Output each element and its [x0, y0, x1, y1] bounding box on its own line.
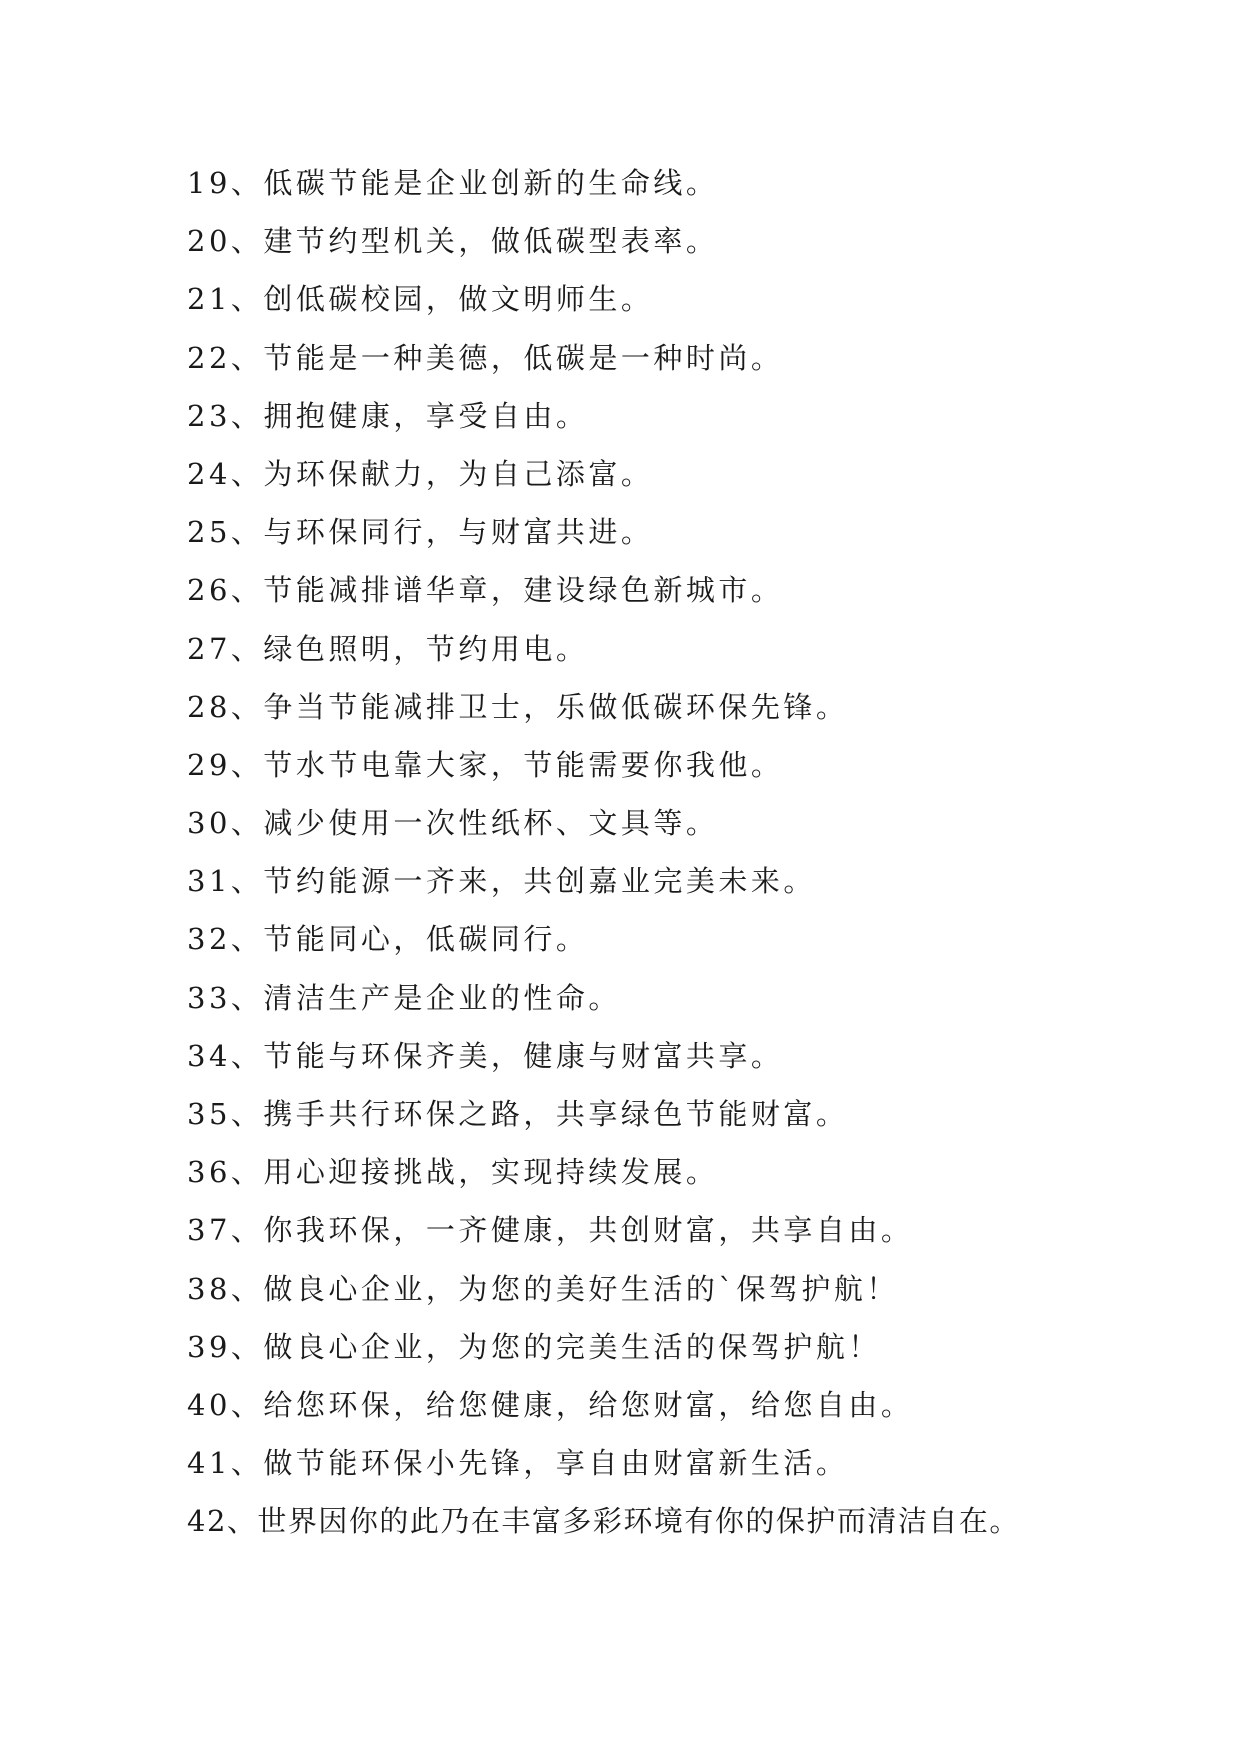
slogan-line: 28、争当节能减排卫士，乐做低碳环保先锋。 [187, 689, 849, 724]
slogan-line: 39、做良心企业，为您的完美生活的保驾护航！ [187, 1329, 881, 1364]
slogan-line: 42、世界因你的此乃在丰富多彩环境有你的保护而清洁自在。 [187, 1504, 1020, 1539]
slogan-line: 41、做节能环保小先锋，享自由财富新生活。 [187, 1446, 849, 1481]
slogan-line: 24、为环保献力，为自己添富。 [187, 456, 654, 491]
slogan-line: 25、与环保同行，与财富共进。 [187, 515, 654, 550]
slogan-line: 21、创低碳校园，做文明师生。 [187, 282, 654, 317]
slogan-line: 38、做良心企业，为您的美好生活的`保驾护航！ [187, 1271, 899, 1306]
slogan-line: 37、你我环保，一齐健康，共创财富，共享自由。 [187, 1213, 914, 1248]
slogan-line: 27、绿色照明，节约用电。 [187, 631, 589, 666]
slogan-list [187, 154, 1020, 1551]
slogan-line: 35、携手共行环保之路，共享绿色节能财富。 [187, 1097, 849, 1131]
slogan-line: 29、节水节电靠大家，节能需要你我他。 [187, 747, 784, 782]
slogan-line: 20、建节约型机关，做低碳型表率。 [187, 224, 719, 259]
slogan-line: 32、节能同心，低碳同行。 [187, 922, 589, 957]
slogan-line: 26、节能减排谱华章，建设绿色新城市。 [187, 573, 784, 608]
slogan-line: 36、用心迎接挑战，实现持续发展。 [187, 1155, 719, 1190]
slogan-line: 19、低碳节能是企业创新的生命线。 [187, 166, 719, 200]
slogan-line: 30、减少使用一次性纸杯、文具等。 [187, 806, 719, 841]
slogan-line: 31、节约能源一齐来，共创嘉业完美未来。 [187, 864, 816, 899]
slogan-line: 23、拥抱健康，享受自由。 [187, 398, 589, 433]
slogan-line: 40、给您环保，给您健康，给您财富，给您自由。 [187, 1387, 914, 1422]
slogan-line: 34、节能与环保齐美，健康与财富共享。 [187, 1038, 784, 1073]
slogan-line: 33、清洁生产是企业的性命。 [187, 980, 621, 1015]
slogan-line: 22、节能是一种美德，低碳是一种时尚。 [187, 340, 784, 375]
